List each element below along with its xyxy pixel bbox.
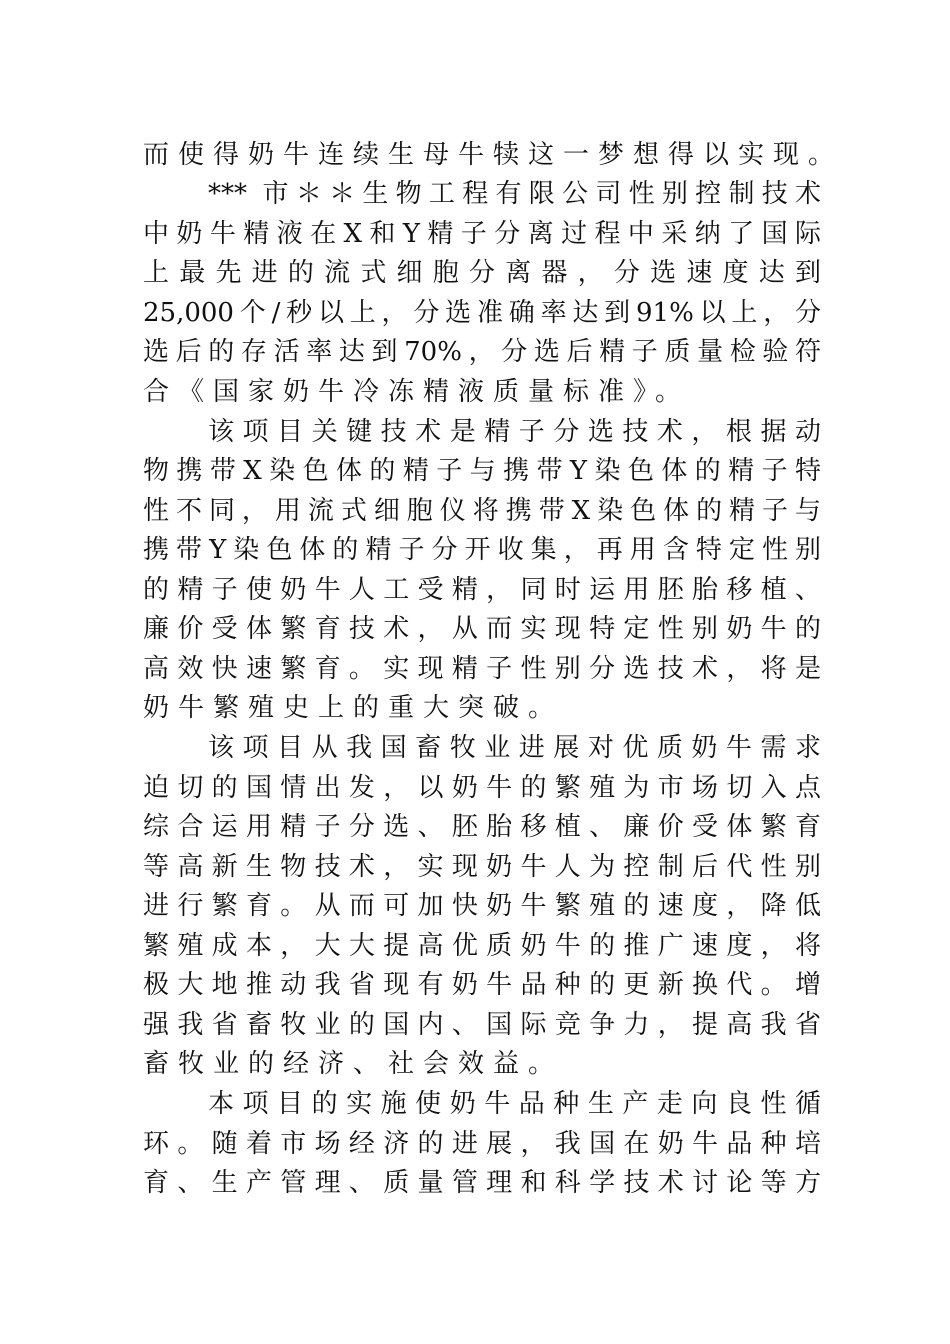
text-line: 繁殖成本，大大提高优质奶牛的推广速度，将 [143, 931, 821, 961]
text-line: 奶牛繁殖史上的重大突破。 [143, 693, 564, 723]
text-line: 本项目的实施使奶牛品种生产走向良性循 [208, 1089, 821, 1119]
text-line: 而使得奶牛连续生母牛犊这一梦想得以实现。 [143, 140, 844, 170]
text-line: 迫切的国情出发，以奶牛的繁殖为市场切入点 [143, 773, 821, 803]
text-line: *** 市＊＊生物工程有限公司性别控制技术 [208, 179, 821, 209]
text-line: 该项目从我国畜牧业进展对优质奶牛需求 [208, 733, 821, 763]
text-line: 25,000个/秒以上，分选准确率达到91%以上，分 [143, 298, 821, 328]
text-line: 携带Y染色体的精子分开收集，再用含特定性别 [143, 535, 821, 565]
text-line: 的精子使奶牛人工受精，同时运用胚胎移植、 [143, 575, 821, 605]
text-line: 该项目关键技术是精子分选技术，根据动 [208, 417, 821, 447]
text-line: 进行繁育。从而可加快奶牛繁殖的速度，降低 [143, 891, 821, 921]
text-line: 育、生产管理、质量管理和科学技术讨论等方 [143, 1168, 821, 1198]
text-line: 上最先进的流式细胞分离器，分选速度达到 [143, 258, 821, 288]
text-line: 极大地推动我省现有奶牛品种的更新换代。增 [143, 970, 821, 1000]
text-line: 高效快速繁育。实现精子性别分选技术，将是 [143, 654, 821, 684]
text-line: 合《国家奶牛冷冻精液质量标准》。 [143, 377, 691, 407]
text-line: 中奶牛精液在X和Y精子分离过程中采纳了国际 [143, 219, 821, 249]
text-line: 等高新生物技术，实现奶牛人为控制后代性别 [143, 852, 821, 882]
text-line: 物携带X染色体的精子与携带Y染色体的精子特 [143, 456, 821, 486]
text-line: 综合运用精子分选、胚胎移植、廉价受体繁育 [143, 812, 821, 842]
text-line: 性不同，用流式细胞仪将携带X染色体的精子与 [143, 496, 821, 526]
text-line: 廉价受体繁育技术，从而实现特定性别奶牛的 [143, 614, 821, 644]
text-line: 强我省畜牧业的国内、国际竞争力，提高我省 [143, 1010, 821, 1040]
text-line: 选后的存活率达到70%，分选后精子质量检验符 [143, 337, 821, 367]
text-line: 环。随着市场经济的进展，我国在奶牛品种培 [143, 1129, 821, 1159]
text-line: 畜牧业的经济、社会效益。 [143, 1049, 564, 1079]
